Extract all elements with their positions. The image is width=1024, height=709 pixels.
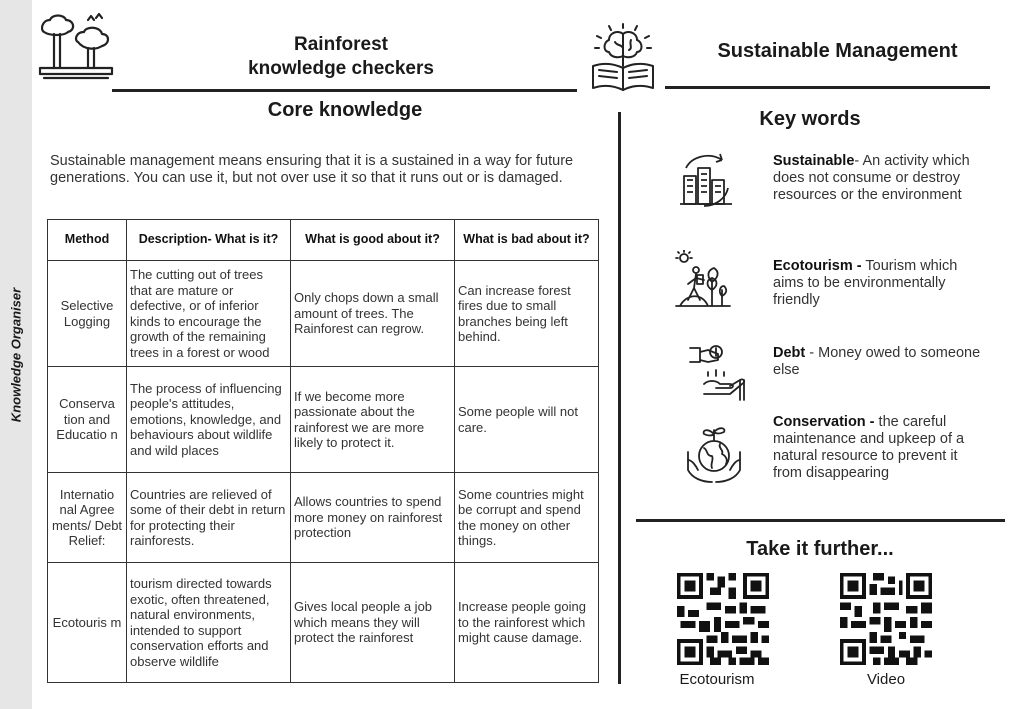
method-cell: Selective Logging: [48, 261, 127, 367]
bad-cell: Some countries might be corrupt and spend the money on other things.: [455, 473, 599, 563]
take-it-further-title: Take it further...: [746, 538, 894, 560]
ecotourism-hiker-icon: [672, 250, 732, 310]
column-header: What is bad about it?: [455, 220, 599, 261]
column-header: What is good about it?: [291, 220, 455, 261]
sidebar-label: Knowledge Organiser: [8, 287, 24, 423]
keyword-conservation: [773, 414, 988, 482]
description-cell: The process of influencing people's attitudes, emotions, knowledge, and behaviours about wildlife and wild places: [127, 367, 291, 473]
rainforest-trees-icon: [38, 12, 118, 86]
qr-code-icon[interactable]: [677, 573, 769, 665]
table-row: [48, 367, 599, 473]
section-divider: [636, 519, 1005, 522]
core-knowledge-title: Core knowledge: [267, 99, 423, 121]
qr-code-icon[interactable]: [840, 573, 932, 665]
sidebar: [0, 0, 32, 709]
column-divider: [618, 112, 621, 684]
method-cell: Conserva tion and Educatio n: [48, 367, 127, 473]
key-words-title: Key words: [759, 108, 861, 130]
method-cell: Ecotouris m: [48, 563, 127, 683]
good-cell: Gives local people a job which means they will protect the rainforest: [291, 563, 455, 683]
header-underline-left: [112, 89, 577, 92]
page-title-line-1: Rainforest: [294, 34, 388, 55]
keyword-term: Sustainable: [773, 153, 855, 169]
brain-book-icon: [587, 22, 659, 94]
table-row: [48, 563, 599, 683]
column-header: Method: [48, 220, 127, 261]
page-title-line-2: knowledge checkers: [248, 58, 434, 79]
bad-cell: Increase people going to the rainforest which might cause damage.: [455, 563, 599, 683]
right-title: Sustainable Management: [717, 40, 958, 62]
bad-cell: Some people will not care.: [455, 367, 599, 473]
page-title: [210, 33, 472, 81]
table-row: [48, 473, 599, 563]
keyword-term: Debt: [773, 345, 806, 361]
column-header: Description- What is it?: [127, 220, 291, 261]
keyword-definition: Tourism which aims to be environmentally friendly: [773, 258, 958, 308]
keyword-definition: Money owed to someone else: [773, 345, 981, 378]
money-hands-icon: [686, 342, 746, 402]
method-cell: Internatio nal Agree ments/ Debt Relief:: [48, 473, 127, 563]
bad-cell: Can increase forest fires due to small branches being left behind.: [455, 261, 599, 367]
table-row: [48, 261, 599, 367]
qr-label-ecotourism: Ecotourism: [679, 671, 755, 688]
keyword-term: Ecotourism -: [773, 258, 862, 274]
keyword-debt: Debt - Money owed to someone else: [773, 345, 981, 378]
sustainable-city-icon: [676, 150, 736, 210]
description-cell: The cutting out of trees that are mature or defective, or of inferior kinds to encourage the growth of the remaining trees in a forest or wood: [127, 261, 291, 367]
good-cell: Only chops down a small amount of trees. The Rainforest can regrow.: [291, 261, 455, 367]
keyword-sustainable: Sustainable- An activity which does not consume or destroy resources or the environment: [773, 153, 970, 203]
core-knowledge-intro: Sustainable management means ensuring that it is a sustained in a way for future generations. You can use it, but not over use it so that it runs out or is damaged.: [50, 153, 574, 186]
good-cell: If we become more passionate about the rainforest we are more likely to protect it.: [291, 367, 455, 473]
keyword-definition: An activity which does not consume or destroy resources or the environment: [773, 153, 970, 203]
keyword-ecotourism: [773, 258, 988, 309]
methods-table: [47, 219, 599, 683]
header-underline-right: [665, 86, 990, 89]
qr-label-video: Video: [866, 671, 906, 688]
earth-in-hands-icon: [684, 426, 744, 486]
description-cell: Countries are relieved of some of their debt in return for protecting their rainforests.: [127, 473, 291, 563]
good-cell: Allows countries to spend more money on rainforest protection: [291, 473, 455, 563]
table-header-row: [48, 220, 599, 261]
keyword-term: Conservation -: [773, 414, 875, 430]
description-cell: tourism directed towards exotic, often threatened, natural environments, intended to support conservation efforts and observe wildlife: [127, 563, 291, 683]
keyword-definition: the careful maintenance and upkeep of a natural resource to prevent it from disappearing: [773, 414, 965, 481]
